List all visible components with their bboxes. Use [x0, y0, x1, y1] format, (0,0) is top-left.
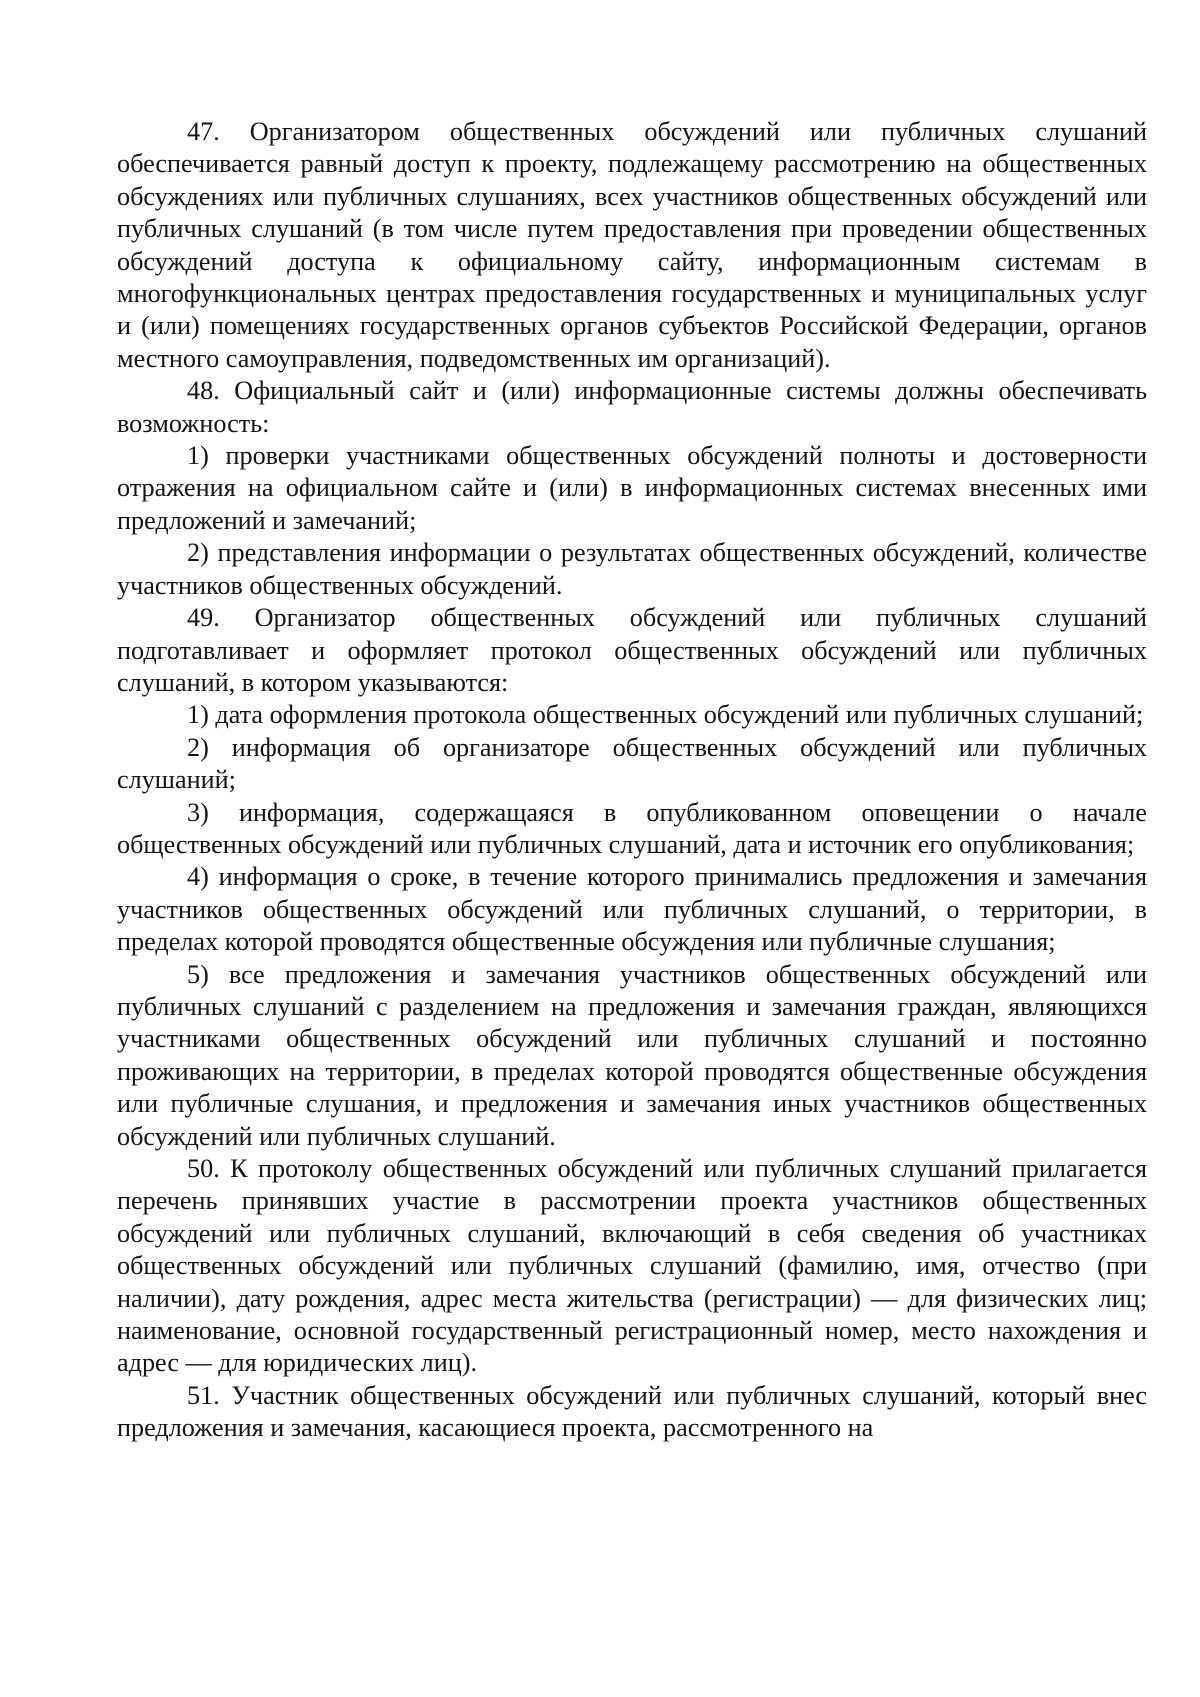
document-page [117, 116, 1147, 1445]
paragraph-text: К протоколу общественных обсуждений или публичных слушаний прилагается перечень принявших участие в рассмотрении проекта участников общественных обсуждений или публичных слушаний, включающий в себя сведения об участниках общественных обсуждений или публичных слушаний (фамилию, имя, отчество (при наличии), дату рождения, адрес места жительства (регистрации) — для физических лиц; наименование, основной государственный регистрационный номер, место нахождения и адрес — для юридических лиц). [117, 1154, 1147, 1378]
list-item-number: 3) [187, 797, 209, 827]
paragraph-48 [117, 375, 1147, 440]
paragraph-number: 51. [187, 1380, 220, 1410]
list-item-number: 2) [187, 538, 209, 568]
paragraph-50 [117, 1153, 1147, 1380]
list-item-text: дата оформления протокола общественных обсуждений или публичных слушаний; [215, 700, 1144, 730]
list-item-number: 1) [187, 441, 209, 471]
list-item-text: проверки участниками общественных обсуждений полноты и достоверности отражения на официальном сайте и (или) в информационных системах внесенных ими предложений и замечаний; [117, 441, 1147, 535]
paragraph-number: 49. [187, 603, 220, 633]
paragraph-number: 50. [187, 1154, 220, 1183]
paragraph-text: Участник общественных обсуждений или публичных слушаний, который внес предложения и замечания, касающиеся проекта, рассмотренного на [117, 1380, 1148, 1443]
list-item-48-1 [117, 440, 1147, 537]
paragraph-47 [117, 116, 1147, 375]
paragraph-text: Официальный сайт и (или) информационные системы должны обеспечивать возможность: [117, 376, 1148, 438]
list-item-number: 2) [187, 732, 209, 762]
list-item-number: 1) [187, 700, 209, 730]
list-item-number: 4) [187, 862, 209, 892]
list-item-text: все предложения и замечания участников общественных обсуждений или публичных слушаний с разделением на предложения и замечания граждан, являющихся участниками общественных обсуждений или публичных слушаний и постоянно проживающих на территории, в пределах которой проводятся общественные обсуждения или публичные слушания, и предложения и замечания иных участников общественных обсуждений или публичных слушаний. [117, 959, 1148, 1151]
list-item-49-3 [117, 797, 1147, 862]
list-item-49-4 [117, 861, 1147, 958]
list-item-text: информация о сроке, в течение которого принимались предложения и замечания участников общественных обсуждений или публичных слушаний, о территории, в пределах которой проводятся общественные обсуждения или публичные слушания; [117, 862, 1147, 957]
list-item-49-2 [117, 732, 1147, 797]
list-item-49-1 [117, 699, 1147, 731]
list-item-text: информация об организаторе общественных обсуждений или публичных слушаний; [117, 732, 1148, 795]
list-item-49-5 [117, 959, 1147, 1153]
list-item-text: представления информации о результатах общественных обсуждений, количестве участников общественных обсуждений. [117, 538, 1147, 600]
paragraph-49 [117, 602, 1147, 699]
paragraph-number: 48. [187, 376, 220, 406]
paragraph-number: 47. [187, 117, 220, 146]
list-item-48-2 [117, 537, 1147, 602]
list-item-number: 5) [187, 959, 209, 989]
paragraph-51 [117, 1380, 1147, 1445]
list-item-text: информация, содержащаяся в опубликованном оповещении о начале общественных обсуждений или публичных слушаний, дата и источник его опубликования; [117, 797, 1147, 859]
paragraph-text: Организатором общественных обсуждений или публичных слушаний обеспечивается равный доступ к проекту, подлежащему рассмотрению на общественных обсуждениях или публичных слушаниях, всех участников общественных обсуждений или публичных слушаний (в том числе путем предоставления при проведении общественных обсуждений доступа к официальному сайту, информационным системам в многофункциональных центрах предоставления государственных и муниципальных услуг и (или) помещениях государственных органов субъектов Российской Федерации, органов местного самоуправления, подведомственных им организаций). [117, 117, 1147, 373]
paragraph-text: Организатор общественных обсуждений или публичных слушаний подготавливает и оформляет протокол общественных обсуждений или публичных слушаний, в котором указываются: [117, 603, 1148, 697]
